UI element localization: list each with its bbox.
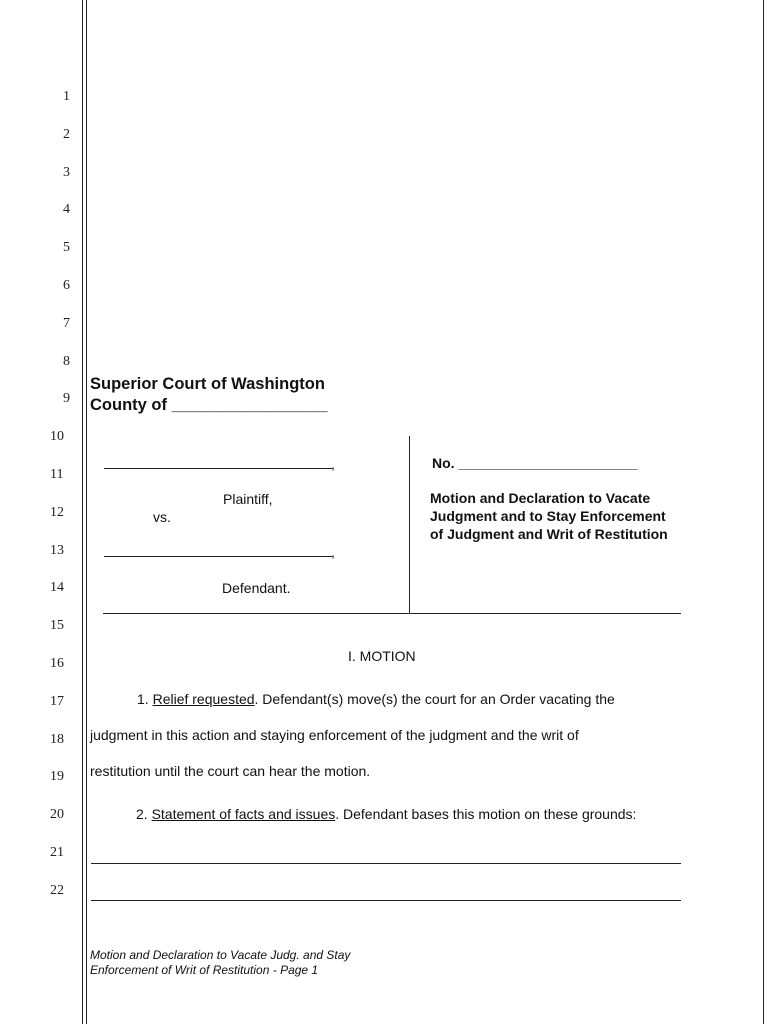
line-number: 15 bbox=[50, 618, 64, 634]
paragraph-1-text: . Defendant(s) move(s) the court for an Order vacating the bbox=[254, 691, 615, 707]
line-number: 9 bbox=[63, 391, 70, 407]
line-number: 11 bbox=[50, 467, 64, 482]
line-number: 6 bbox=[63, 278, 70, 293]
line-number: 22 bbox=[50, 882, 64, 898]
footer-line-2: Enforcement of Writ of Restitution - Page 1 bbox=[90, 963, 319, 977]
margin-rule-left-double bbox=[86, 0, 87, 1024]
line-number: 8 bbox=[63, 353, 70, 369]
margin-rule-left bbox=[82, 0, 83, 1024]
plaintiff-line-comma: , bbox=[331, 456, 335, 472]
line-number: 17 bbox=[50, 693, 64, 709]
defendant-label: Defendant. bbox=[222, 580, 291, 596]
defendant-line-comma: , bbox=[331, 544, 335, 560]
line-number: 21 bbox=[50, 845, 64, 860]
margin-rule-right bbox=[763, 0, 764, 1024]
line-number: 2 bbox=[63, 126, 70, 142]
line-number: 1 bbox=[63, 89, 70, 104]
line-number: 3 bbox=[63, 164, 70, 180]
line-number: 5 bbox=[63, 240, 70, 256]
section-heading: I. MOTION bbox=[348, 648, 416, 664]
court-county: County of _________________ bbox=[90, 396, 328, 414]
line-number: 10 bbox=[50, 429, 64, 445]
grounds-line-2[interactable] bbox=[91, 900, 681, 901]
defendant-name-line[interactable] bbox=[104, 556, 332, 557]
court-title: Superior Court of Washington bbox=[90, 375, 325, 393]
line-number: 20 bbox=[50, 807, 64, 823]
paragraph-2-text: . Defendant bases this motion on these grounds: bbox=[335, 806, 637, 822]
line-number: 7 bbox=[63, 315, 70, 331]
vs-label: vs. bbox=[153, 509, 171, 525]
line-number: 18 bbox=[50, 731, 64, 747]
paragraph-1-line-3: restitution until the court can hear the motion. bbox=[90, 763, 371, 779]
line-number: 14 bbox=[50, 580, 64, 596]
paragraph-1-number: 1. bbox=[137, 691, 153, 707]
line-number: 4 bbox=[63, 202, 70, 218]
line-number: 12 bbox=[50, 504, 64, 520]
line-number: 13 bbox=[50, 542, 64, 558]
plaintiff-label: Plaintiff, bbox=[223, 491, 273, 507]
paragraph-2 bbox=[136, 806, 636, 822]
case-number[interactable]: No. _______________________ bbox=[432, 455, 638, 471]
grounds-line-1[interactable] bbox=[91, 863, 681, 864]
caption-divider bbox=[409, 436, 410, 614]
document-title: Motion and Declaration to Vacate Judgment and to Stay Enforcement of Judgment and Writ of Restitution bbox=[430, 490, 668, 542]
line-number: 19 bbox=[50, 769, 64, 785]
paragraph-2-label: Statement of facts and issues bbox=[151, 806, 336, 822]
line-number: 16 bbox=[50, 656, 64, 671]
paragraph-1-label: Relief requested bbox=[152, 691, 255, 707]
footer-line-1: Motion and Declaration to Vacate Judg. and Stay bbox=[90, 948, 351, 962]
paragraph-1 bbox=[137, 691, 615, 707]
paragraph-1-line-2: judgment in this action and staying enforcement of the judgment and the writ of bbox=[90, 727, 579, 743]
paragraph-2-number: 2. bbox=[136, 806, 152, 822]
page-footer bbox=[90, 948, 410, 978]
caption-bottom-rule bbox=[103, 613, 681, 614]
plaintiff-name-line[interactable] bbox=[104, 468, 332, 469]
